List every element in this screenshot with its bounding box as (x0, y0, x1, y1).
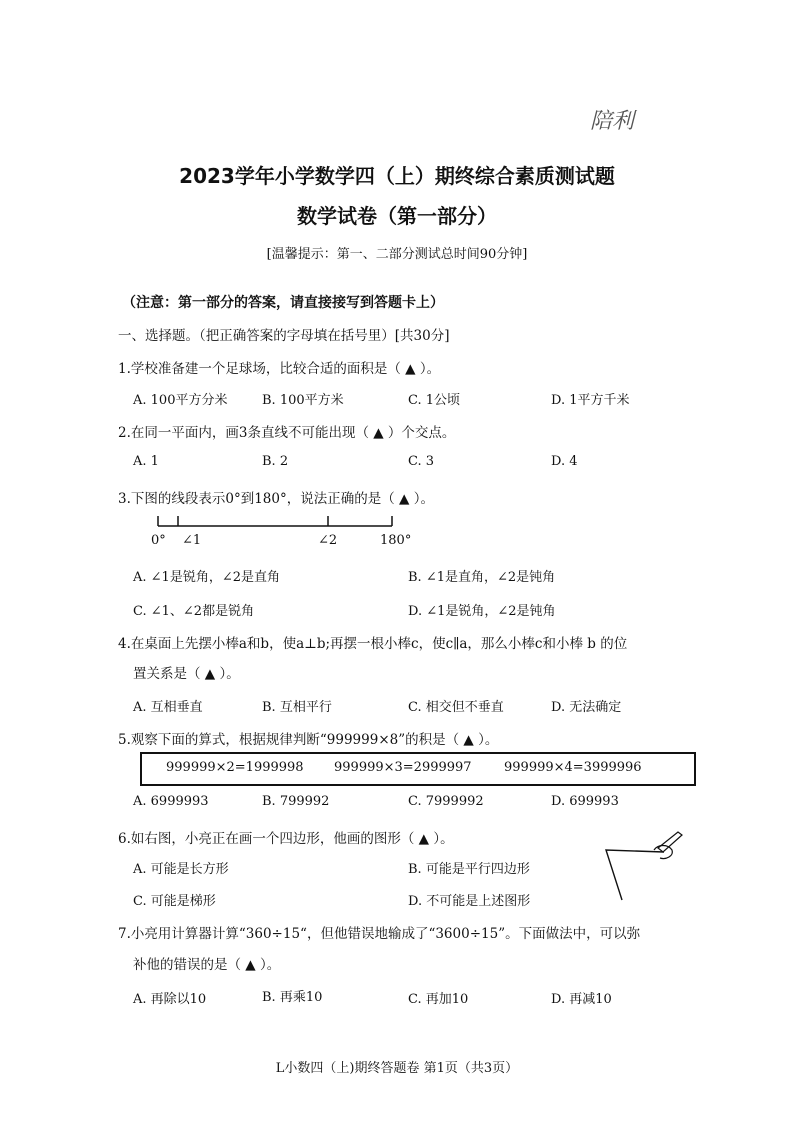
section-heading: 一、选择题。（把正确答案的字母填在括号里）[共30分] (118, 328, 450, 344)
q3-option-d: D. ∠1是锐角，∠2是钝角 (408, 604, 556, 619)
page-subtitle: 数学试卷（第一部分） (297, 204, 497, 228)
q1-option-b: B. 100平方米 (262, 393, 344, 408)
question-3: 3.下图的线段表示0°到180°，说法正确的是（ ▲ ）。 (118, 491, 434, 507)
page-footer: L小数四（上)期终答题卷 第1页（共3页） (275, 1061, 519, 1076)
question-1: 1.学校准备建一个足球场，比较合适的面积是（ ▲ ）。 (118, 361, 441, 377)
partial-quadrilateral (606, 850, 664, 900)
q2-option-c: C. 3 (408, 454, 435, 469)
diagram-label-angle1: ∠1 (182, 533, 202, 548)
q3-option-b: B. ∠1是直角，∠2是钝角 (408, 570, 556, 585)
q4-option-c: C. 相交但不垂直 (408, 700, 504, 715)
question-4-line2: 置关系是（ ▲ ）。 (133, 666, 240, 682)
q7-option-d: D. 再减10 (551, 992, 612, 1007)
question-7-line2: 补他的错误的是（ ▲ ）。 (133, 957, 281, 973)
time-hint: [温馨提示：第一、二部分测试总时间90分钟] (266, 247, 528, 262)
q5-option-d: D. 699993 (551, 794, 619, 809)
question-7-line1: 7.小亮用计算器计算“360÷15“，但他错误地输成了“3600÷15”。下面做法中，可以弥 (118, 926, 641, 942)
q5-option-c: C. 7999992 (408, 794, 484, 809)
handwritten-note: 陪利 (590, 109, 635, 134)
q6-option-a: A. 可能是长方形 (133, 862, 229, 877)
equation-3: 999999×4=3999996 (504, 760, 642, 775)
q2-option-d: D. 4 (551, 454, 578, 469)
diagram-label-180: 180° (380, 533, 412, 548)
equation-box (140, 752, 696, 786)
q5-option-b: B. 799992 (262, 794, 330, 809)
quadrilateral-drawing-figure (592, 826, 692, 906)
question-6: 6.如右图，小亮正在画一个四边形，他画的图形（ ▲ ）。 (118, 831, 454, 847)
pencil-icon (658, 832, 682, 852)
q5-option-a: A. 6999993 (133, 794, 209, 809)
q1-option-c: C. 1公顷 (408, 393, 461, 408)
q2-option-b: B. 2 (262, 454, 289, 469)
q6-option-d: D. 不可能是上述图形 (408, 894, 531, 909)
question-2: 2.在同一平面内，画3条直线不可能出现（ ▲ ）个交点。 (118, 425, 456, 441)
q4-option-d: D. 无法确定 (551, 700, 622, 715)
q4-option-b: B. 互相平行 (262, 700, 332, 715)
question-5: 5.观察下面的算式，根据规律判断“999999×8”的积是（ ▲ ）。 (118, 732, 499, 748)
q1-option-d: D. 1平方千米 (551, 393, 630, 408)
q7-option-c: C. 再加10 (408, 992, 469, 1007)
equation-1: 999999×2=1999998 (166, 760, 304, 775)
q1-option-a: A. 100平方分米 (133, 393, 228, 408)
q6-option-b: B. 可能是平行四边形 (408, 862, 530, 877)
q6-option-c: C. 可能是梯形 (133, 894, 216, 909)
q4-option-a: A. 互相垂直 (133, 700, 203, 715)
q3-option-c: C. ∠1、∠2都是锐角 (133, 604, 255, 619)
diagram-label-angle2: ∠2 (318, 533, 338, 548)
q2-option-a: A. 1 (133, 454, 159, 469)
diagram-label-0: 0° (151, 533, 166, 548)
question-4-line1: 4.在桌面上先摆小棒a和b，使a⊥b;再摆一根小棒c，使c∥a，那么小棒c和小棒 b 的位 (118, 636, 628, 652)
q7-option-a: A. 再除以10 (133, 992, 207, 1007)
page-title: 2023学年小学数学四（上）期终综合素质测试题 (179, 164, 615, 188)
answer-notice: （注意：第一部分的答案，请直接接写到答题卡上） (122, 295, 444, 311)
q7-option-b: B. 再乘10 (262, 990, 323, 1005)
angle-line-diagram (150, 512, 410, 532)
q3-option-a: A. ∠1是锐角，∠2是直角 (133, 570, 280, 585)
equation-2: 999999×3=2999997 (334, 760, 472, 775)
